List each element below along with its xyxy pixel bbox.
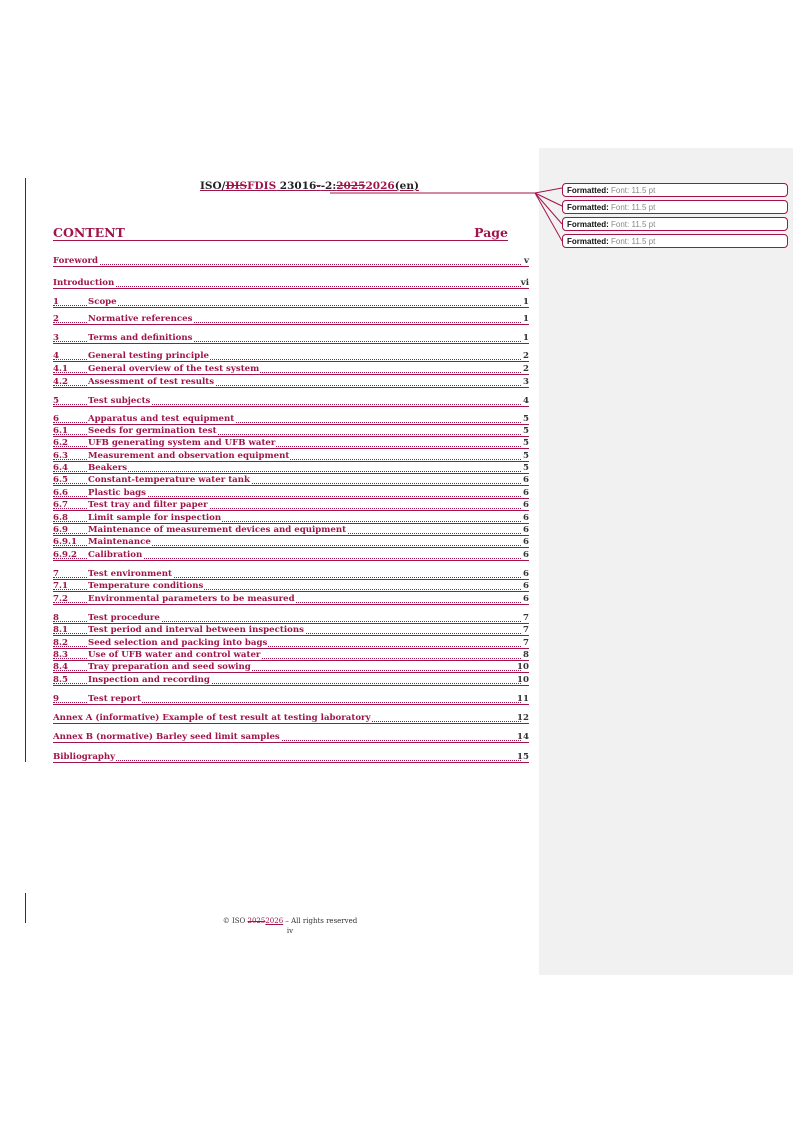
formatting-comment[interactable] [562,217,788,231]
toc-entry-title: Measurement and observation equipment [88,451,290,461]
toc-entry[interactable] [53,662,529,673]
toc-entry-page: 8 [523,650,529,660]
toc-entry-title: Constant-temperature water tank [88,475,250,485]
toc-entry-page: 7 [523,638,529,648]
toc-entry-title: Calibration [88,550,143,560]
toc-entry-page: 14 [517,732,529,742]
toc-entry-page: v [524,256,529,266]
comment-label: Formatted: [567,237,609,246]
toc-entry-title: Seed selection and packing into bags [88,638,268,648]
page-number: iv [286,927,294,935]
toc-entry-title: Test procedure [88,613,160,623]
toc-entry[interactable] [53,396,529,407]
toc-entry[interactable] [53,675,529,686]
toc-entry-page: 5 [523,438,529,448]
toc-entry-page: 11 [517,694,529,704]
toc-entry-title: Maintenance of measurement devices and equipment [88,525,347,535]
toc-entry-number: 6.2 [53,438,68,448]
comment-value: Font: 11.5 pt [611,237,656,246]
document-header: ISO/DISFDIS 23016--2:20252026(en) [200,180,419,192]
toc-entry-number: 4 [53,351,59,361]
toc-entry-number: 6.9 [53,525,68,535]
toc-entry-title: Limit sample for inspection [88,513,222,523]
toc-entry-title: Environmental parameters to be measured [88,594,295,604]
toc-entry[interactable] [53,550,529,561]
toc-entry[interactable] [53,752,529,763]
toc-entry[interactable] [53,732,529,743]
toc-entry-page: 2 [523,351,529,361]
toc-entry-page: 7 [523,625,529,635]
toc-entry-title: Inspection and recording [88,675,210,685]
toc-entry-title: Annex A (informative) Example of test result at testing laboratory [53,713,371,723]
toc-entry-page: 1 [523,333,529,343]
comment-connectors [0,0,793,300]
toc-entry-number: 8 [53,613,59,623]
toc-entry-title: Beakers [88,463,128,473]
comment-label: Formatted: [567,220,609,229]
toc-entry-number: 7.1 [53,581,68,591]
toc-entry-title: General overview of the test system [88,364,260,374]
toc-entry[interactable] [53,351,529,362]
toc-entry-number: 6.3 [53,451,68,461]
toc-entry-page: 2 [523,364,529,374]
toc-entry[interactable] [53,638,529,649]
toc-entry[interactable] [53,525,529,536]
toc-entry-page: 6 [523,488,529,498]
toc-entry-page: 5 [523,451,529,461]
toc-entry-page: 5 [523,463,529,473]
toc-entry-page: 6 [523,475,529,485]
toc-entry-number: 6.6 [53,488,68,498]
toc-entry[interactable] [53,333,529,344]
toc-entry-title: Foreword [53,256,99,266]
toc-entry-number: 6.9.1 [53,537,77,547]
toc-entry-title: Test subjects [88,396,151,406]
toc-entry-number: 4.1 [53,364,68,374]
comment-value: Font: 11.5 pt [611,186,656,195]
toc-entry[interactable] [53,314,529,325]
toc-entry-page: 7 [523,613,529,623]
toc-entry-page: 6 [523,581,529,591]
toc-entry-number: 6.4 [53,463,68,473]
toc-entry-number: 4.2 [53,377,68,387]
toc-entry-title: Use of UFB water and control water [88,650,261,660]
toc-entry[interactable] [53,364,529,375]
toc-entry[interactable] [53,625,529,636]
toc-entry-title: Scope [88,297,117,307]
toc-entry-number: 6.7 [53,500,68,510]
toc-entry-title: Test period and interval between inspections [88,625,304,635]
toc-entry-number: 6.5 [53,475,68,485]
toc-entry[interactable] [53,475,529,486]
toc-entry-title: UFB generating system and UFB water [88,438,276,448]
comment-label: Formatted: [567,186,609,195]
toc-entry-page: 6 [523,513,529,523]
toc-entry-number: 8.5 [53,675,68,685]
toc-entry-title: Apparatus and test equipment [88,414,235,424]
toc-entry-title: Plastic bags [88,488,147,498]
toc-entry-number: 9 [53,694,59,704]
toc-entry-page: 1 [523,297,529,307]
toc-entry-number: 3 [53,333,59,343]
change-bar-footer [25,893,26,923]
toc-entry-number: 1 [53,297,59,307]
comment-label: Formatted: [567,203,609,212]
toc-entry-title: Test tray and filter paper [88,500,208,510]
toc-entry-page: 5 [523,414,529,424]
copyright-line: © ISO 20252026 – All rights reserved [222,917,358,925]
toc-entry-title: Annex B (normative) Barley seed limit samples [53,732,280,742]
toc-entry[interactable] [53,569,529,580]
toc-entry[interactable] [53,451,529,462]
toc-entry-number: 5 [53,396,59,406]
toc-entry-page: 4 [523,396,529,406]
toc-entry[interactable] [53,650,529,661]
toc-entry-page: 6 [523,569,529,579]
toc-entry-title: Seeds for germination test [88,426,217,436]
toc-entry[interactable] [53,513,529,524]
toc-entry-title: Introduction [53,278,115,288]
toc-entry[interactable] [53,581,529,592]
toc-entry-number: 8.3 [53,650,68,660]
toc-entry-number: 6.8 [53,513,68,523]
toc-entry-page: 12 [517,713,529,723]
toc-entry[interactable] [53,537,529,548]
toc-entry-title: Bibliography [53,752,116,762]
toc-entry-page: 6 [523,594,529,604]
toc-entry-number: 8.1 [53,625,68,635]
toc-entry-number: 2 [53,314,59,324]
toc-entry-page: 5 [523,426,529,436]
toc-entry[interactable] [53,594,529,605]
toc-entry-number: 7 [53,569,59,579]
contents-title: CONTENT [53,225,125,240]
comment-value: Font: 11.5 pt [611,203,656,212]
toc-entry-number: 6 [53,414,59,424]
toc-entry-title: Test environment [88,569,172,579]
toc-entry[interactable] [53,713,529,724]
contents-page-label: Page [474,225,508,240]
toc-entry-title: Test report [88,694,141,704]
toc-entry-page: 6 [523,537,529,547]
toc-entry-page: 15 [517,752,529,762]
toc-entry-number: 8.2 [53,638,68,648]
toc-entry-number: 8.4 [53,662,68,672]
toc-entry-page: 10 [517,662,529,672]
toc-entry[interactable] [53,377,529,388]
comment-value: Font: 11.5 pt [611,220,656,229]
toc-entry-number: 6.9.2 [53,550,77,560]
toc-entry-page: 6 [523,525,529,535]
toc-entry-title: Temperature conditions [88,581,204,591]
toc-entry-title: Normative references [88,314,193,324]
toc-entry[interactable] [53,438,529,449]
toc-entry-page: vi [520,278,529,288]
toc-entry-title: Maintenance [88,537,151,547]
toc-entry[interactable] [53,613,529,624]
toc-entry-title: General testing principle [88,351,209,361]
toc-entry-page: 1 [523,314,529,324]
toc-entry-title: Tray preparation and seed sowing [88,662,251,672]
toc-entry[interactable] [53,694,529,705]
toc-entry-page: 10 [517,675,529,685]
toc-entry[interactable] [53,414,529,425]
formatting-comment[interactable] [562,200,788,214]
toc-entry[interactable] [53,488,529,499]
toc-entry-page: 3 [523,377,529,387]
page-footer [190,916,390,936]
toc-entry[interactable] [53,500,529,511]
toc-entry-number: 6.1 [53,426,68,436]
toc-entry[interactable] [53,426,529,437]
toc-entry-page: 6 [523,500,529,510]
formatting-comment[interactable] [562,234,788,248]
toc-entry-title: Assessment of test results [88,377,215,387]
formatting-comment[interactable] [562,183,788,197]
toc-entry-title: Terms and definitions [88,333,193,343]
toc-entry[interactable] [53,463,529,474]
toc-entry-page: 6 [523,550,529,560]
toc-entry-number: 7.2 [53,594,68,604]
